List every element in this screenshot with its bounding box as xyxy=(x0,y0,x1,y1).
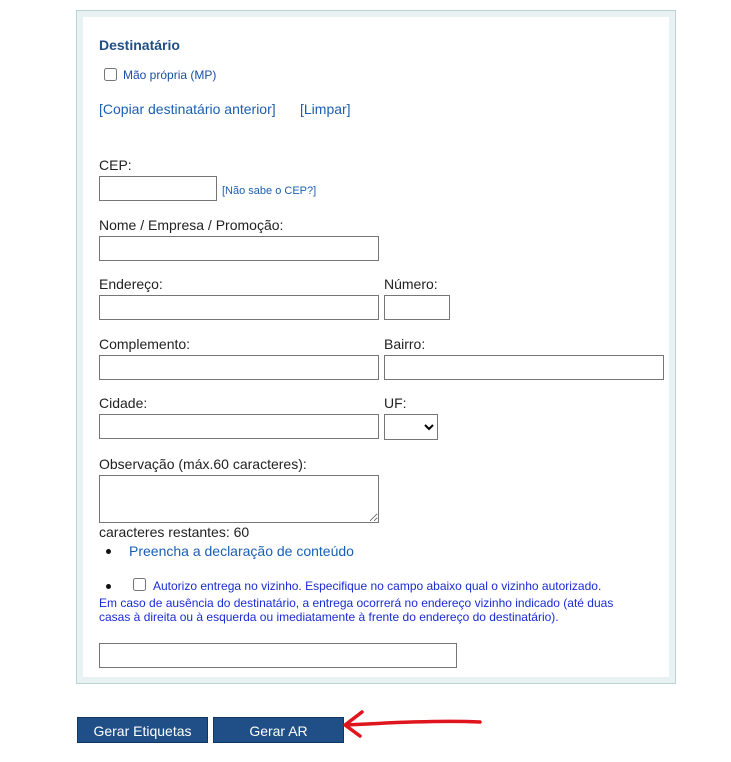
district-input[interactable] xyxy=(384,355,664,380)
district-label: Bairro: xyxy=(384,336,426,352)
city-input[interactable] xyxy=(99,414,379,439)
declaration-link[interactable]: Preencha a declaração de conteúdo xyxy=(129,543,354,559)
section-title: Destinatário xyxy=(99,37,180,53)
name-label: Nome / Empresa / Promoção: xyxy=(99,217,284,233)
complement-label: Complemento: xyxy=(99,336,191,352)
own-hand-label[interactable]: Mão própria (MP) xyxy=(123,68,217,82)
address-input[interactable] xyxy=(99,295,379,320)
recipient-form xyxy=(83,17,669,677)
copy-previous-recipient-link[interactable]: [Copiar destinatário anterior] xyxy=(99,101,276,117)
bullet-icon xyxy=(106,584,111,589)
number-input[interactable] xyxy=(384,295,450,320)
neighbor-input[interactable] xyxy=(99,643,457,668)
cep-help-link[interactable]: [Não sabe o CEP?] xyxy=(222,185,317,197)
cep-label: CEP: xyxy=(99,157,132,173)
remaining-characters: caracteres restantes: 60 xyxy=(99,524,250,540)
generate-labels-button[interactable]: Gerar Etiquetas xyxy=(77,717,208,743)
neighbor-delivery-label[interactable]: Autorizo entrega no vizinho. Especifique no campo abaixo qual o vizinho autorizado. xyxy=(153,579,602,593)
clear-form-link[interactable]: [Limpar] xyxy=(300,101,351,117)
neighbor-delivery-checkbox[interactable] xyxy=(133,578,146,591)
state-select[interactable] xyxy=(384,414,438,440)
city-label: Cidade: xyxy=(99,395,148,411)
note-textarea[interactable] xyxy=(99,475,379,523)
name-input[interactable] xyxy=(99,236,379,261)
recipient-panel xyxy=(76,10,676,684)
note-label: Observação (máx.60 caracteres): xyxy=(99,456,307,472)
number-label: Número: xyxy=(384,276,438,292)
state-label: UF: xyxy=(384,395,407,411)
neighbor-note-line1: Em caso de ausência do destinatário, a entrega ocorrerá no endereço vizinho indicado (até duas xyxy=(99,596,614,610)
bullet-icon xyxy=(106,549,111,554)
red-arrow-icon xyxy=(340,705,485,745)
neighbor-note-line2: casas à direita ou à esquerda ou imediatamente à frente do endereço do destinatário). xyxy=(99,610,559,624)
generate-ar-button[interactable]: Gerar AR xyxy=(213,717,344,743)
own-hand-checkbox[interactable] xyxy=(104,68,117,81)
address-label: Endereço: xyxy=(99,276,163,292)
cep-input[interactable] xyxy=(99,176,217,201)
complement-input[interactable] xyxy=(99,355,379,380)
